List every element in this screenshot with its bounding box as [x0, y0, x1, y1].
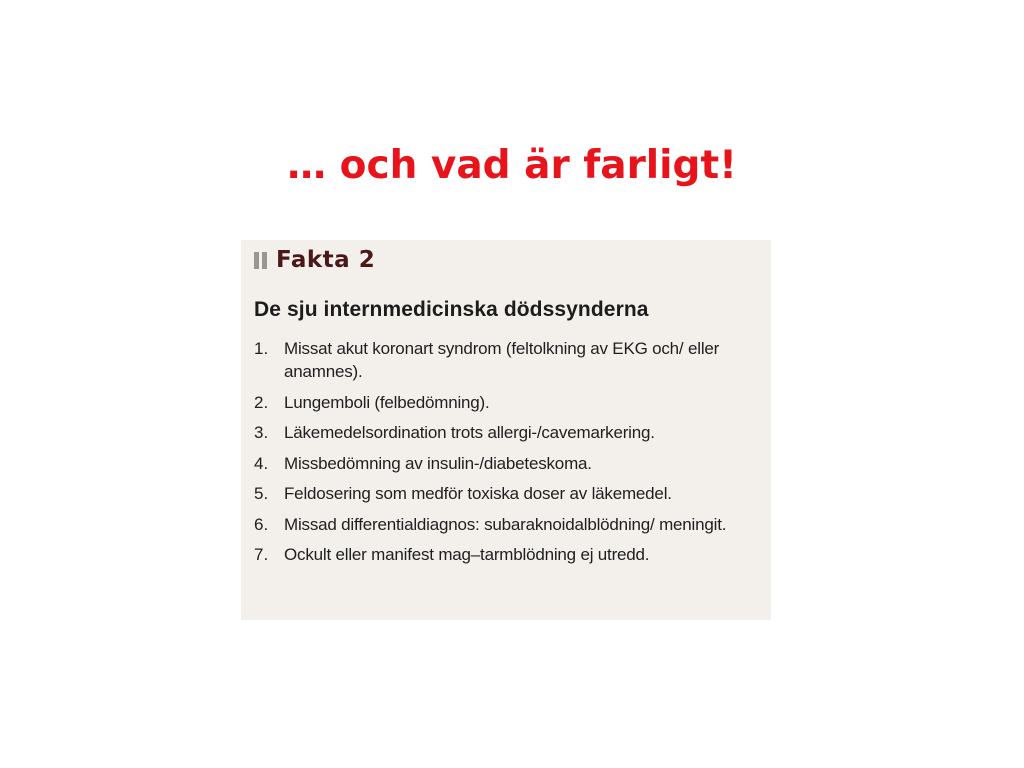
fact-box-label: Fakta 2	[276, 247, 376, 273]
list-item-number: 5.	[254, 484, 269, 503]
list-item	[254, 452, 759, 475]
fact-box-header	[254, 244, 375, 276]
list-item	[254, 391, 759, 414]
fact-list	[254, 337, 759, 574]
fact-box	[241, 240, 771, 620]
list-item-number: 2.	[254, 392, 269, 412]
list-item-text: Ockult eller manifest mag–tarmblödning ej utredd.	[284, 545, 650, 564]
list-item	[254, 337, 759, 383]
list-item-text: Feldosering som medför toxiska doser av läkemedel.	[284, 484, 672, 503]
list-item-number: 6.	[254, 514, 269, 534]
list-item	[254, 543, 759, 566]
list-item-text: Missat akut koronart syndrom (feltolkning av EKG och/ eller anamnes).	[284, 339, 720, 381]
fact-box-heading: De sju internmedicinska dödssynderna	[254, 298, 649, 321]
list-item-text: Läkemedelsordination trots allergi-/cavemarkering.	[284, 423, 655, 442]
slide-title: … och vad är farligt!	[287, 143, 737, 188]
list-item	[254, 421, 759, 444]
double-bar-icon	[254, 252, 267, 269]
list-item-number: 4.	[254, 453, 269, 473]
list-item-number: 7.	[254, 545, 269, 564]
list-item-text: Lungemboli (felbedömning).	[284, 392, 490, 412]
list-item-number: 3.	[254, 423, 269, 442]
list-item-text: Missad differentialdiagnos: subaraknoidalblödning/ meningit.	[284, 514, 727, 534]
list-item	[254, 482, 759, 505]
list-item-number: 1.	[254, 339, 269, 358]
list-item	[254, 513, 759, 536]
list-item-text: Missbedömning av insulin-/diabeteskoma.	[284, 453, 592, 473]
